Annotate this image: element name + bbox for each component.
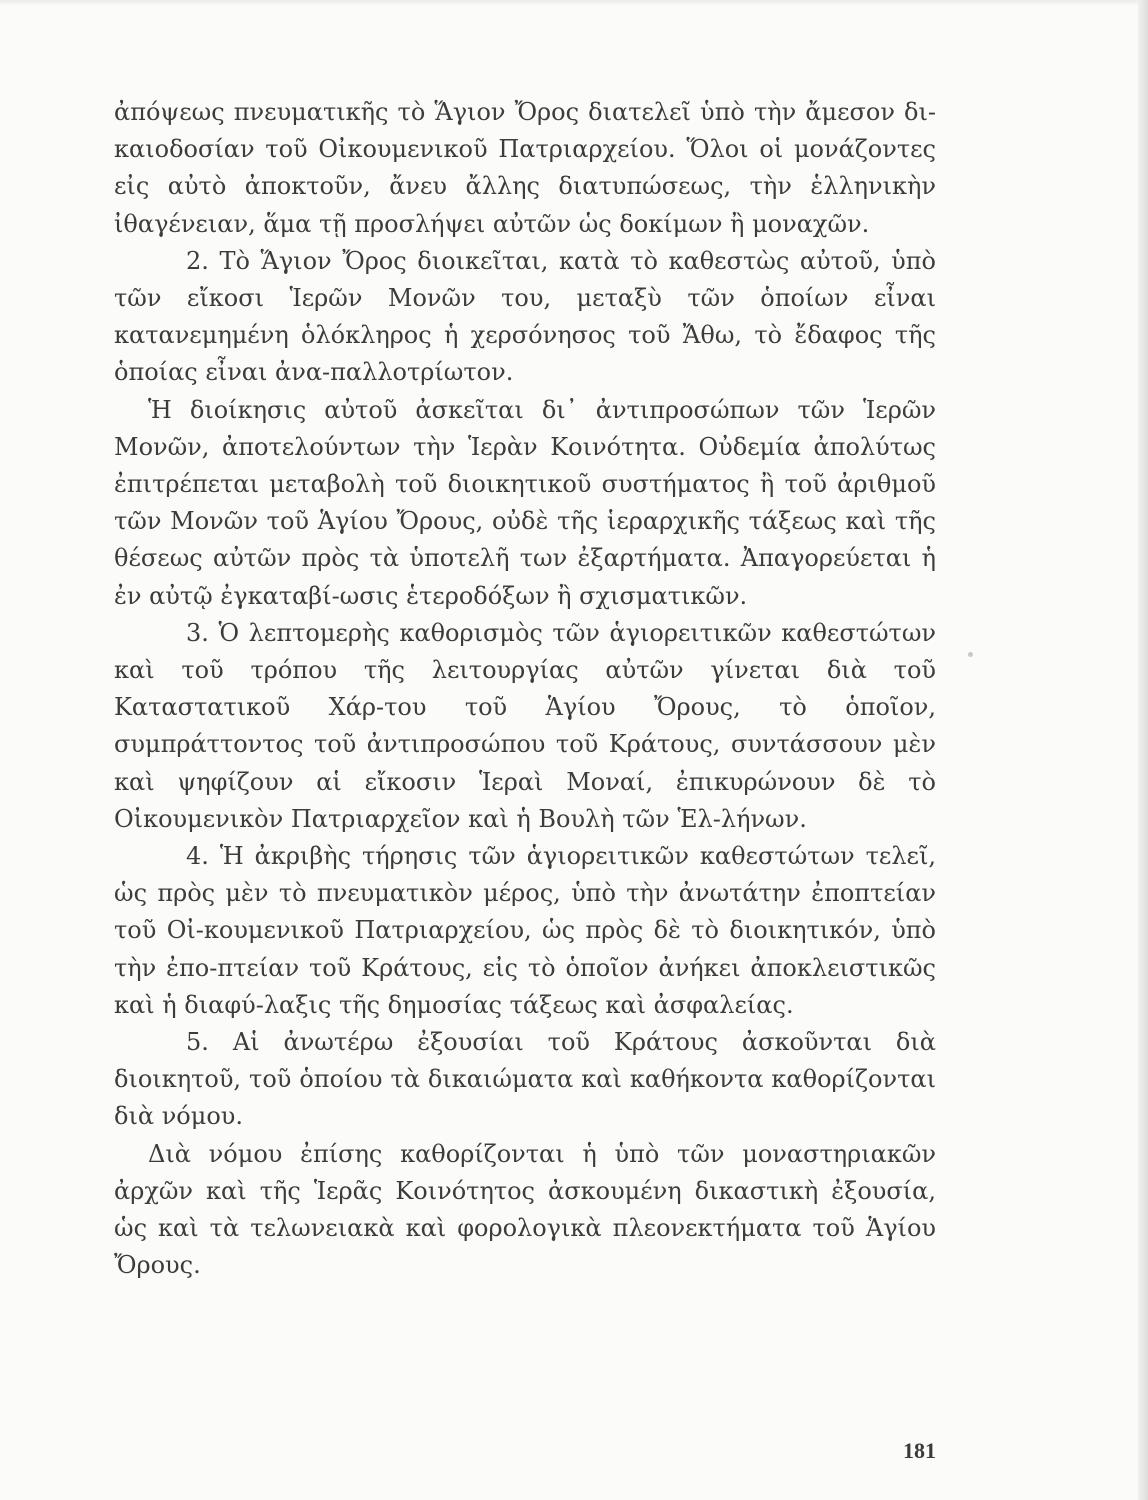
paragraph-administration: Ἡ διοίκησις αὐτοῦ ἀσκεῖται δι᾿ ἀντιπροσώπων τῶν Ἱερῶν Μονῶν, ἀποτελούντων τὴν Ἱερὰν Κοινότητα. Οὐδεμία ἀπολύτως ἐπιτρέπεται μεταβολὴ τοῦ διοικητικοῦ συστήματος ἢ τοῦ ἀριθμοῦ τῶν Μονῶν τοῦ Ἁγίου Ὄρους, οὐδὲ τῆς ἱεραρχικῆς τάξεως καὶ τῆς θέσεως αὐτῶν πρὸς τὰ ὑποτελῆ των ἐξαρτήματα. Ἀπαγορεύεται ἡ ἐν αὐτῷ ἐγκαταβί-ωσις ἑτεροδόξων ἢ σχισματικῶν. [114,395,936,610]
body-text [114,94,936,1285]
paragraph-continuation: ἀπόψεως πνευματικῆς τὸ Ἅγιον Ὄρος διατελεῖ ὑπὸ τὴν ἄμεσον δι-καιοδοσίαν τοῦ Οἰκουμενικοῦ Πατριαρχείου. Ὅλοι οἱ μονάζοντες εἰς αὐτὸ ἀποκτοῦν, ἄνευ ἄλλης διατυπώσεως, τὴν ἑλληνικὴν ἰθαγένειαν, ἅμα τῇ προσλήψει αὐτῶν ὡς δοκίμων ἢ μοναχῶν. [114,98,936,238]
page-number: 181 [903,1438,936,1463]
paragraph-article-2: 2. Τὸ Ἅγιον Ὄρος διοικεῖται, κατὰ τὸ καθεστὼς αὐτοῦ, ὑπὸ τῶν εἴκοσι Ἱερῶν Μονῶν του, μεταξὺ τῶν ὁποίων εἶναι κατανεμημένη ὁλόκληρος ἡ χερσόνησος τοῦ Ἄθω, τὸ ἔδαφος τῆς ὁποίας εἶναι ἀνα-παλλοτρίωτον. [114,246,936,387]
paragraph-article-4: 4. Ἡ ἀκριβὴς τήρησις τῶν ἁγιορειτικῶν καθεστώτων τελεῖ, ὡς πρὸς μὲν τὸ πνευματικὸν μέρος, ὑπὸ τὴν ἀνωτάτην ἐποπτείαν τοῦ Οἰ-κουμενικοῦ Πατριαρχείου, ὡς πρὸς δὲ τὸ διοικητικόν, ὑπὸ τὴν ἐπο-πτείαν τοῦ Κράτους, εἰς τὸ ὁποῖον ἀνήκει ἀποκλειστικῶς καὶ ἡ διαφύ-λαξις τῆς δημοσίας τάξεως καὶ ἀσφαλείας. [114,842,936,1019]
paragraph-article-5: 5. Αἱ ἀνωτέρω ἐξουσίαι τοῦ Κράτους ἀσκοῦνται διὰ διοικητοῦ, τοῦ ὁποίου τὰ δικαιώματα καὶ καθήκοντα καθορίζονται διὰ νόμου. [114,1028,936,1131]
scan-speck [968,652,973,657]
page-top-edge [0,0,1148,6]
page-right-edge [1138,0,1148,1500]
paragraph-law: Διὰ νόμου ἐπίσης καθορίζονται ἡ ὑπὸ τῶν μοναστηριακῶν ἀρχῶν καὶ τῆς Ἱερᾶς Κοινότητος ἀσκουμένη δικαστικὴ ἐξουσία, ὡς καὶ τὰ τελωνειακὰ καὶ φορολογικὰ πλεονεκτήματα τοῦ Ἁγίου Ὄρους. [114,1139,936,1280]
paragraph-article-3: 3. Ὁ λεπτομερὴς καθορισμὸς τῶν ἁγιορειτικῶν καθεστώτων καὶ τοῦ τρόπου τῆς λειτουργίας αὐτῶν γίνεται διὰ τοῦ Καταστατικοῦ Χάρ-του τοῦ Ἁγίου Ὄρους, τὸ ὁποῖον, συμπράττοντος τοῦ ἀντιπροσώπου τοῦ Κράτους, συντάσσουν μὲν καὶ ψηφίζουν αἱ εἴκοσιν Ἱεραὶ Μοναί, ἐπικυρώνουν δὲ τὸ Οἰκουμενικὸν Πατριαρχεῖον καὶ ἡ Βουλὴ τῶν Ἑλ-λήνων. [114,618,936,833]
